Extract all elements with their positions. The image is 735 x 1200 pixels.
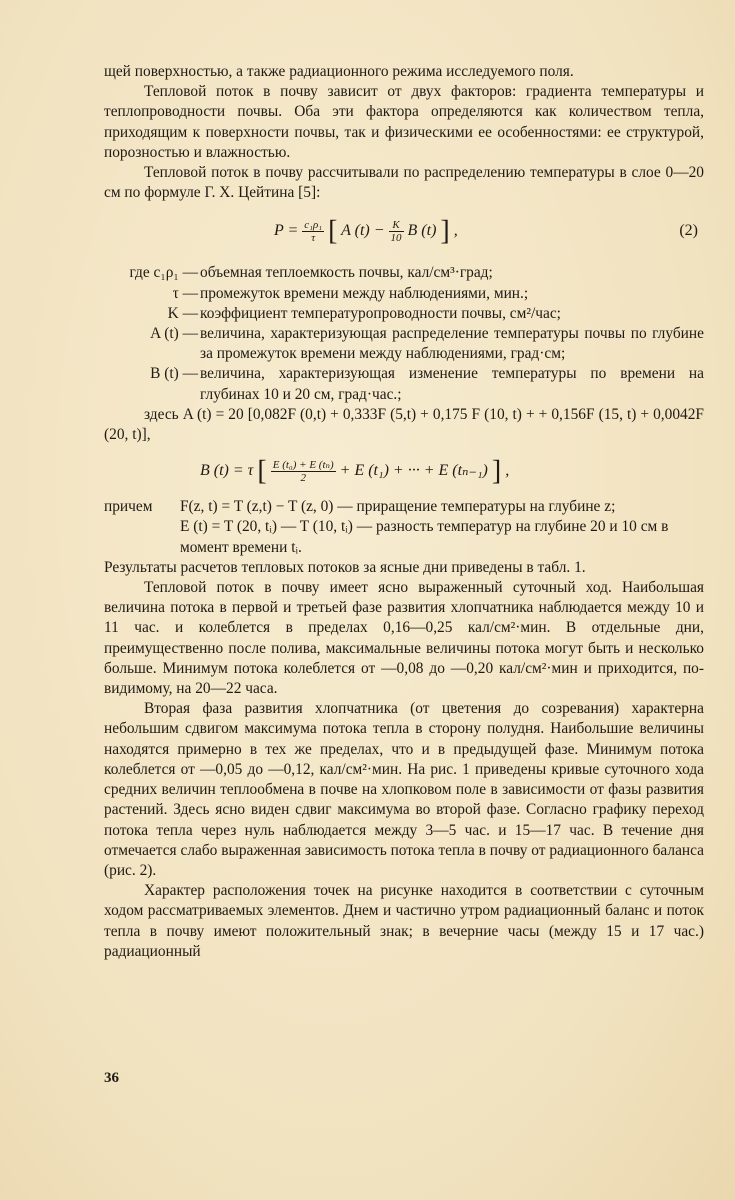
definition-row: τ — промежуток времени между наблюдениями, мин.; — [172, 284, 529, 302]
definition-row: B (t) — величина, характеризующая изменение температуры по времени на глубинах 10 и 20 см, град·час.; — [150, 365, 704, 403]
notation-list — [104, 497, 704, 558]
paragraph-daily-course: Тепловой поток в почву имеет ясно выраженный суточный ход. Наибольшая величина потока в первой и третьей фазе развития хлопчатника наблюдается между 10 и 11 час. и колеблется в пределах 0,16—0,25 кал/см²·мин. В отдельные дни, преимущественно после полива, максимальные величины потока могут быть и несколько больше. Минимум потока колеблется от —0,08 до —0,20 кал/см²·мин и приходится, по-видимому, на 20—22 часа. — [104, 579, 704, 698]
definition-row: A (t) — величина, характеризующая распределение температуры почвы по глубине за промежуток времени между наблюдениями, град·см; — [150, 325, 704, 363]
formula-a-term: A (t) − — [341, 222, 385, 240]
page-text — [104, 62, 704, 962]
paragraph-method: Тепловой поток в почву рассчитывали по распределению температуры в слое 0—20 см по формуле Г. Х. Цейтина [5]: — [104, 164, 704, 202]
formula-number: (2) — [679, 222, 698, 240]
formula-fraction-1: $\frac{\text{c₁ρ₁}}{\tau}$ — [304, 219, 323, 245]
paragraph-heat-flow-factors: Тепловой поток в почву зависит от двух факторов: градиента температуры и теплопроводности почвы. Оба эти фактора определяются как количеством тепла, приходящим к поверхности почвы, так и физическими ее особенностями: ее структурой, порозностью и влажностью. — [104, 83, 704, 161]
formula-b: B (t) = τ [ $\frac{\text{E (t₀) + E (tₙ)}}{2}$ + E (t₁) + ··· + E (tₙ₋₁) ] , — [200, 455, 510, 487]
formula-b-term: B (t) — [407, 222, 437, 240]
definition-row: где c₁ρ₁ — объемная теплоемкость почвы, кал/см³·град; — [129, 264, 493, 282]
formula-2: P = $\frac{\text{c₁ρ₁}}{\tau}$ [ A (t) − $\frac{K}{10}$ B (t) ] , (2) — [274, 215, 698, 247]
notation-row: причем F(z, t) = T (z,t) − T (z, 0) — приращение температуры на глубине z; — [104, 498, 616, 516]
formula-fraction-2: $\frac{K}{10}$ — [390, 219, 402, 245]
paragraph-points-arrangement: Характер расположения точек на рисунке находится в соответствии с суточным ходом рассматриваемых элементов. Днем и частично утром радиационный баланс и поток тепла в почву имеют положительный знак; в вечерние часы (между 15 и 17 час.) радиационный — [104, 882, 704, 960]
definitions-list — [104, 263, 704, 404]
formula-lhs: P = — [274, 222, 299, 240]
paragraph-results: Результаты расчетов тепловых потоков за ясные дни приведены в табл. 1. — [104, 558, 586, 576]
formula-a-expansion: здесь A (t) = 20 [0,082F (0,t) + 0,333F (5,t) + 0,175 F (10, t) + + 0,156F (15, t) + 0,0042F (20, t)], — [104, 405, 704, 444]
intro-line: щей поверхностью, а также радиационного режима исследуемого поля. — [104, 63, 574, 80]
notation-row: E (t) = T (20, tᵢ) — T (10, tᵢ) — разность температур на глубине 20 и 10 см в момент времени tᵢ. — [180, 518, 669, 556]
formula-b-fraction: $\frac{\text{E (t₀) + E (tₙ)}}{2}$ — [272, 459, 334, 485]
page-number: 36 — [104, 1070, 119, 1086]
definition-row: K — коэффициент температуропроводности почвы, см²/час; — [167, 304, 561, 322]
paragraph-second-phase: Вторая фаза развития хлопчатника (от цветения до созревания) характерна небольшим сдвигом максимума потока тепла в сторону полудня. Наибольшие величины находятся примерно в тех же пределах, что и в предыдущей фазе. Минимум потока колеблется от —0,05 до —0,12, кал/см²·мин. На рис. 1 приведены кривые суточного хода средних величин теплообмена в почве на хлопковом поле в зависимости от фазы развития растений. Здесь ясно виден сдвиг максимума во второй фазе. Согласно графику переход потока тепла через нуль наблюдается между 3—5 час. и 15—17 час. В течение дня отмечается слабо выраженная зависимость потока тепла в почву от радиационного баланса (рис. 2). — [104, 700, 704, 879]
